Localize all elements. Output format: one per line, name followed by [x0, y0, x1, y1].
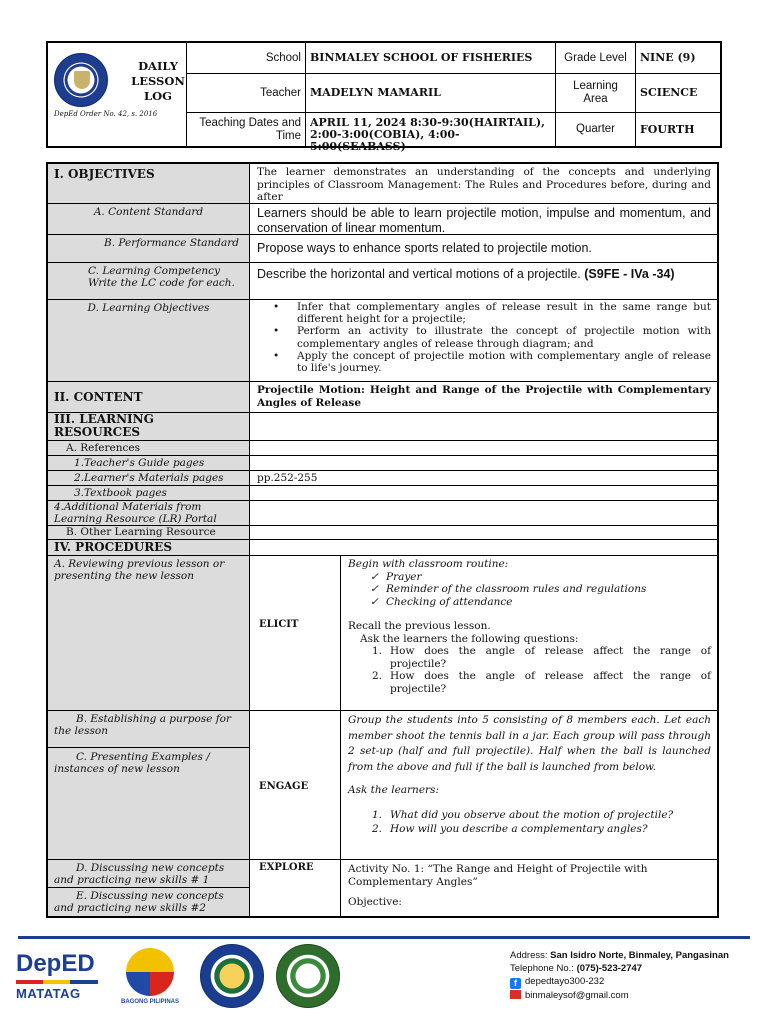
learning-objectives-row [48, 300, 717, 382]
list-item: 1. How does the angle of release affect the range of projectile? [372, 645, 711, 670]
teacher-label: Teacher [187, 74, 306, 113]
references-row [48, 441, 717, 456]
checkmark-icon: ✓ [370, 595, 379, 608]
learning-competency-text: Describe the horizontal and vertical motions of a projectile. (S9FE - IVa -34) [257, 267, 675, 281]
list-item: 1. What did you observe about the motion of projectile? [372, 808, 674, 821]
school-value: BINMALEY SCHOOL OF FISHERIES [306, 43, 556, 74]
elicit-row [48, 556, 717, 711]
procedures-heading: IV. PROCEDURES [54, 540, 172, 554]
teaching-dates-label: Teaching Dates and Time [187, 113, 306, 146]
learning-objectives-list [251, 300, 717, 374]
learners-materials-value: pp.252-255 [257, 472, 318, 484]
other-resource-row [48, 526, 717, 540]
header-title-cell [48, 43, 187, 146]
objectives-row [48, 164, 717, 204]
deped-seal-icon [54, 53, 108, 107]
lc-code: (S9FE - IVa -34) [584, 267, 675, 281]
learners-materials-label: 2.Learner's Materials pages [74, 472, 224, 484]
learning-resources-heading: III. LEARNING RESOURCES [54, 412, 154, 439]
facebook-icon: f [510, 978, 521, 989]
checkmark-icon: ✓ [370, 570, 379, 583]
deped-matatag-logo: DepED MATATAG [16, 950, 98, 1010]
lesson-plan-table [46, 162, 719, 918]
explore-phase: EXPLORE [259, 862, 314, 873]
address-line: Address: San Isidro Norte, Binmaley, Pangasinan [510, 950, 729, 961]
routine-intro: Begin with classroom routine: [348, 558, 509, 570]
recall-text: Recall the previous lesson. [348, 620, 491, 632]
learning-objectives-label: D. Learning Objectives [87, 302, 210, 314]
teaching-dates-value: APRIL 11, 2024 8:30-9:30(HAIRTAIL), 2:00-3:00(COBIA), 4:00-5:00(SEABASS) [306, 113, 556, 146]
engage-phase: ENGAGE [259, 781, 309, 792]
facebook-line[interactable]: f depedtayo300-232 [510, 975, 760, 989]
quarter-value: FOURTH [640, 122, 695, 136]
routine-item: ✓ Reminder of the classroom rules and regulations [370, 583, 647, 595]
teachers-guide-row [48, 456, 717, 471]
school-label: School [187, 43, 306, 74]
textbook-label: 3.Textbook pages [74, 487, 167, 499]
content-standard-text: Learners should be able to learn projectile motion, impulse and momentum, and conservation of linear momentum. [257, 206, 711, 235]
discussing-concepts-2-label: E. Discussing new concepts and practicing new skills #2 [54, 890, 224, 914]
teacher-value: MADELYN MAMARIL [306, 74, 556, 113]
routine-item: ✓ Prayer [370, 570, 422, 583]
performance-standard-label: B. Performance Standard [104, 237, 240, 249]
list-item: • Apply the concept of projectile motion with complementary angle of release to life's journey. [287, 350, 711, 374]
content-text: Projectile Motion: Height and Range of the Projectile with Complementary Angles of Release [257, 384, 711, 409]
email-line[interactable]: binmaleysof@gmail.com [510, 989, 760, 1002]
bagong-pilipinas-logo: BAGONG PILIPINAS [116, 948, 184, 1014]
learning-resources-row [48, 413, 717, 441]
references-label: A. References [66, 442, 140, 454]
routine-item: ✓ Checking of attendance [370, 595, 513, 608]
presenting-examples-label: C. Presenting Examples / instances of new lesson [54, 751, 210, 775]
learning-competency-row [48, 263, 717, 300]
quarter-label: Quarter [556, 113, 636, 146]
learning-area-value: SCIENCE [636, 74, 720, 113]
content-row [48, 382, 717, 413]
objectives-heading: I. OBJECTIVES [54, 167, 155, 181]
teachers-guide-label: 1.Teacher's Guide pages [74, 457, 205, 469]
textbook-row [48, 486, 717, 501]
other-resource-label: B. Other Learning Resource [66, 526, 216, 538]
list-item: • Infer that complementary angles of release result in the same range but different height for a projectile; [287, 301, 711, 325]
performance-standard-row [48, 235, 717, 263]
deped-order: DepEd Order No. 42, s. 2016 [54, 110, 158, 118]
performance-standard-text: Propose ways to enhance sports related to projectile motion. [257, 241, 592, 255]
list-item: • Perform an activity to illustrate the concept of projectile motion with complementary angles of release through diagram; and [287, 325, 711, 349]
procedures-row [48, 540, 717, 556]
activity-title: Activity No. 1: “The Range and Height of Projectile with Complementary Angles” [348, 863, 648, 888]
engage-row [48, 711, 717, 860]
ask-text: Ask the learners the following questions: [360, 632, 579, 645]
engage-text: Group the students into 5 consisting of 8 members each. Let each member shoot the tennis ball in a jar. Each group will pass through 2 set-up (half and full projectile). Half when the ball is launched from the above and full if the ball is launched from below. [348, 714, 711, 773]
learning-competency-label: C. Learning Competency Write the LC code for each. [88, 265, 235, 289]
email-icon [510, 990, 521, 999]
elicit-phase: ELICIT [259, 619, 299, 630]
learners-materials-row [48, 471, 717, 486]
lesson-log-header [46, 41, 722, 153]
checkmark-icon: ✓ [370, 583, 379, 595]
list-item: 2. How will you describe a complementary angles? [372, 823, 648, 835]
grade-label: Grade Level [556, 43, 636, 74]
school-seal-icon [276, 944, 340, 1008]
additional-materials-row [48, 501, 717, 526]
daily-lesson-log-title: DAILY LESSON LOG [131, 59, 185, 103]
content-standard-label: A. Content Standard [93, 206, 204, 218]
learning-area-label: Learning Area [556, 74, 636, 113]
school-contact-info [510, 949, 760, 1002]
header-info-grid [187, 43, 720, 153]
reviewing-lesson-label: A. Reviewing previous lesson or presenting the new lesson [54, 558, 225, 582]
grade-value: NINE (9) [636, 43, 720, 74]
footer-divider [18, 936, 750, 939]
explore-row [48, 860, 717, 916]
objectives-text: The learner demonstrates an understanding of the concepts and underlying principles of Classroom Management: The Rules and Procedures before, during and after [257, 166, 711, 203]
objective-label: Objective: [348, 896, 402, 908]
additional-materials-label: 4.Additional Materials from Learning Resource (LR) Portal [54, 501, 217, 525]
phone-line: Telephone No.: (075)-523-2747 [510, 963, 643, 974]
list-item: 2. How does the angle of release affect the range of projectile? [372, 670, 711, 695]
discussing-concepts-1-label: D. Discussing new concepts and practicing new skills # 1 [54, 862, 225, 886]
content-standard-row [48, 204, 717, 235]
bagong-pilipinas-sun-icon [126, 948, 174, 996]
ask-learners-text: Ask the learners: [348, 784, 439, 796]
content-heading: II. CONTENT [54, 390, 143, 404]
division-office-seal-icon [200, 944, 264, 1008]
establishing-purpose-label: B. Establishing a purpose for the lesson [54, 713, 232, 737]
